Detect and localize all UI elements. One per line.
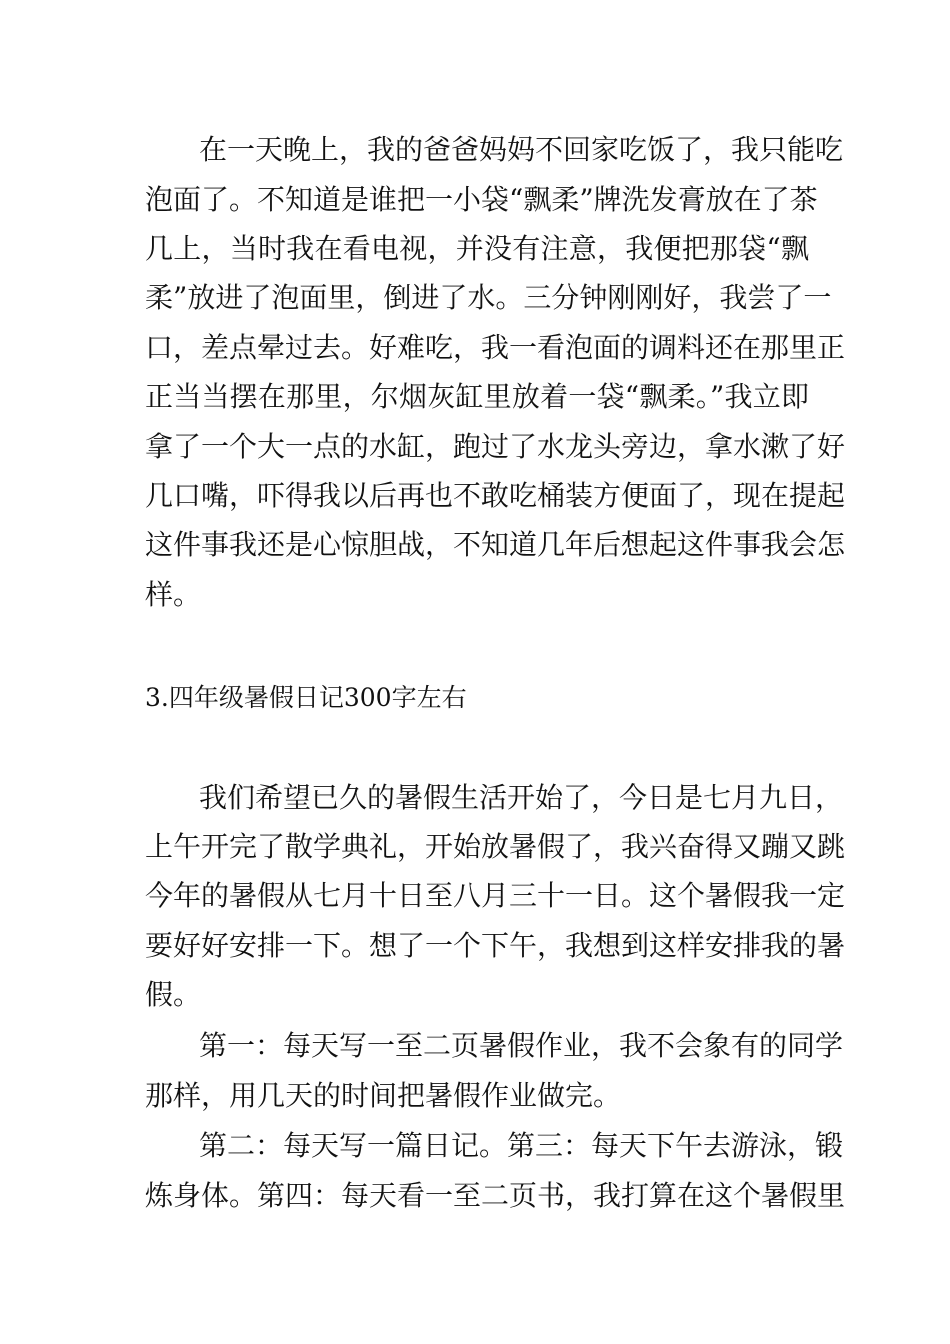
- paragraph-line: 柔”放进了泡面里，倒进了水。三分钟刚刚好，我尝了一: [145, 281, 832, 314]
- paragraph-line: 那样，用几天的时间把暑假作业做完。: [145, 1079, 622, 1112]
- paragraph-line: 要好好安排一下。想了一个下午，我想到这样安排我的暑: [145, 929, 846, 962]
- paragraph-line: 正当当摆在那里，尔烟灰缸里放着一袋“飘柔。”我立即: [145, 380, 809, 413]
- paragraph-line: 炼身体。第四：每天看一至二页书，我打算在这个暑假里: [145, 1179, 846, 1212]
- paragraph-line: 几上，当时我在看电视，并没有注意，我便把那袋“飘: [145, 232, 809, 265]
- paragraph-line: 泡面了。不知道是谁把一小袋“飘柔”牌洗发膏放在了茶: [145, 183, 818, 216]
- section-heading: 3.四年级暑假日记300字左右: [145, 683, 467, 712]
- paragraph-line: 第二：每天写一篇日记。第三：每天下午去游泳，锻: [199, 1129, 844, 1162]
- paragraph-line: 第一：每天写一至二页暑假作业，我不会象有的同学: [199, 1029, 844, 1062]
- paragraph-line: 上午开完了散学典礼，开始放暑假了，我兴奋得又蹦又跳: [145, 830, 846, 863]
- paragraph-line: 在一天晚上，我的爸爸妈妈不回家吃饭了，我只能吃: [199, 133, 844, 166]
- paragraph-line: 今年的暑假从七月十日至八月三十一日。这个暑假我一定: [145, 879, 846, 912]
- paragraph-line: 这件事我还是心惊胆战，不知道几年后想起这件事我会怎: [145, 528, 846, 561]
- paragraph-line: 样。: [145, 578, 202, 611]
- paragraph-line: 我们希望已久的暑假生活开始了，今日是七月九日，: [199, 781, 844, 814]
- paragraph-line: 假。: [145, 978, 202, 1011]
- paragraph-line: 口，差点晕过去。好难吃，我一看泡面的调料还在那里正: [145, 331, 846, 364]
- paragraph-line: 几口嘴，吓得我以后再也不敢吃桶装方便面了，现在提起: [145, 479, 846, 512]
- paragraph-line: 拿了一个大一点的水缸，跑过了水龙头旁边，拿水漱了好: [145, 430, 846, 463]
